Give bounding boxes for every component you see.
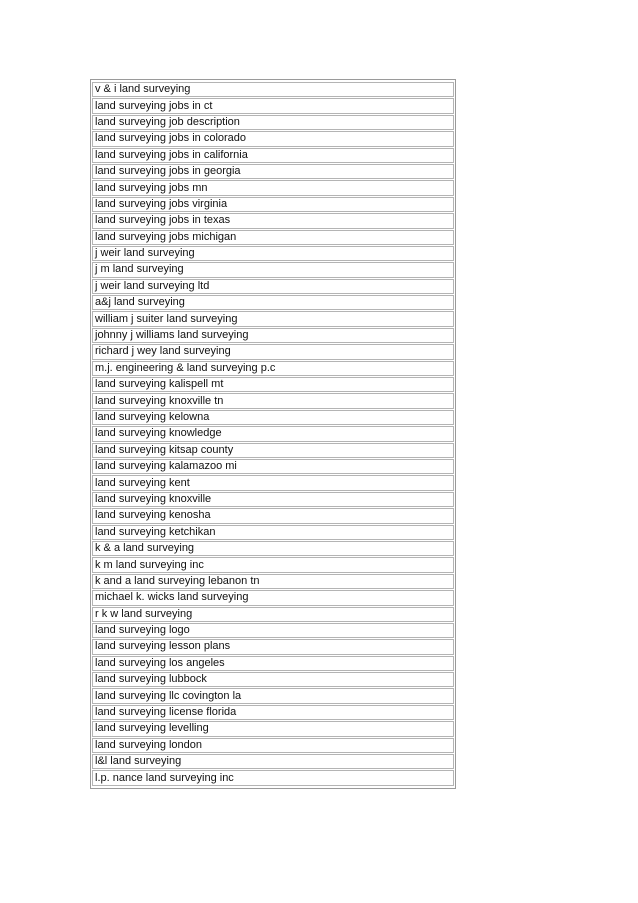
- table-row: [92, 459, 454, 474]
- table-row: [92, 754, 454, 769]
- table-row: [92, 393, 454, 408]
- table-row: [92, 82, 454, 97]
- keyword-cell: johnny j williams land surveying: [92, 328, 454, 343]
- keyword-cell: land surveying knoxville tn: [92, 393, 454, 408]
- keyword-cell: j m land surveying: [92, 262, 454, 277]
- table-row: [92, 164, 454, 179]
- table-row: [92, 328, 454, 343]
- keyword-table: [92, 81, 454, 787]
- keyword-cell: land surveying kent: [92, 475, 454, 490]
- keyword-cell: land surveying job description: [92, 115, 454, 130]
- table-row: [92, 721, 454, 736]
- keyword-table-body: [92, 82, 454, 786]
- keyword-cell: land surveying knowledge: [92, 426, 454, 441]
- table-row: [92, 98, 454, 113]
- table-row: [92, 590, 454, 605]
- keyword-cell: j weir land surveying: [92, 246, 454, 261]
- table-row: [92, 344, 454, 359]
- keyword-cell: land surveying jobs in colorado: [92, 131, 454, 146]
- keyword-cell: land surveying levelling: [92, 721, 454, 736]
- keyword-cell: land surveying jobs virginia: [92, 197, 454, 212]
- table-row: [92, 148, 454, 163]
- keyword-cell: l&l land surveying: [92, 754, 454, 769]
- table-row: [92, 688, 454, 703]
- keyword-table-frame: [90, 79, 456, 789]
- keyword-cell: land surveying jobs in ct: [92, 98, 454, 113]
- table-row: [92, 115, 454, 130]
- keyword-cell: land surveying kitsap county: [92, 443, 454, 458]
- keyword-cell: land surveying kalamazoo mi: [92, 459, 454, 474]
- keyword-cell: land surveying ketchikan: [92, 525, 454, 540]
- table-row: [92, 639, 454, 654]
- table-row: [92, 738, 454, 753]
- keyword-cell: m.j. engineering & land surveying p.c: [92, 361, 454, 376]
- keyword-cell: william j suiter land surveying: [92, 311, 454, 326]
- table-row: [92, 180, 454, 195]
- keyword-cell: land surveying kalispell mt: [92, 377, 454, 392]
- keyword-cell: land surveying lubbock: [92, 672, 454, 687]
- keyword-cell: k & a land surveying: [92, 541, 454, 556]
- keyword-cell: k m land surveying inc: [92, 557, 454, 572]
- keyword-cell: land surveying jobs michigan: [92, 230, 454, 245]
- table-row: [92, 213, 454, 228]
- table-row: [92, 295, 454, 310]
- keyword-cell: land surveying jobs in texas: [92, 213, 454, 228]
- keyword-cell: a&j land surveying: [92, 295, 454, 310]
- table-row: [92, 508, 454, 523]
- keyword-cell: land surveying london: [92, 738, 454, 753]
- table-row: [92, 279, 454, 294]
- table-row: [92, 541, 454, 556]
- table-row: [92, 361, 454, 376]
- keyword-cell: land surveying knoxville: [92, 492, 454, 507]
- keyword-cell: land surveying kenosha: [92, 508, 454, 523]
- table-row: [92, 607, 454, 622]
- table-row: [92, 426, 454, 441]
- table-row: [92, 574, 454, 589]
- keyword-cell: l.p. nance land surveying inc: [92, 770, 454, 785]
- table-row: [92, 525, 454, 540]
- keyword-cell: land surveying jobs in california: [92, 148, 454, 163]
- table-row: [92, 656, 454, 671]
- keyword-cell: land surveying kelowna: [92, 410, 454, 425]
- keyword-cell: j weir land surveying ltd: [92, 279, 454, 294]
- keyword-cell: land surveying los angeles: [92, 656, 454, 671]
- table-row: [92, 197, 454, 212]
- table-row: [92, 377, 454, 392]
- keyword-cell: land surveying lesson plans: [92, 639, 454, 654]
- keyword-cell: v & i land surveying: [92, 82, 454, 97]
- keyword-cell: land surveying license florida: [92, 705, 454, 720]
- table-row: [92, 672, 454, 687]
- keyword-cell: r k w land surveying: [92, 607, 454, 622]
- table-row: [92, 410, 454, 425]
- table-row: [92, 262, 454, 277]
- table-row: [92, 230, 454, 245]
- table-row: [92, 475, 454, 490]
- table-row: [92, 131, 454, 146]
- keyword-cell: land surveying jobs in georgia: [92, 164, 454, 179]
- keyword-cell: land surveying jobs mn: [92, 180, 454, 195]
- table-row: [92, 770, 454, 785]
- table-row: [92, 623, 454, 638]
- table-row: [92, 246, 454, 261]
- table-row: [92, 492, 454, 507]
- table-row: [92, 311, 454, 326]
- keyword-cell: richard j wey land surveying: [92, 344, 454, 359]
- table-row: [92, 443, 454, 458]
- keyword-cell: land surveying llc covington la: [92, 688, 454, 703]
- keyword-cell: michael k. wicks land surveying: [92, 590, 454, 605]
- keyword-cell: land surveying logo: [92, 623, 454, 638]
- table-row: [92, 705, 454, 720]
- table-row: [92, 557, 454, 572]
- keyword-cell: k and a land surveying lebanon tn: [92, 574, 454, 589]
